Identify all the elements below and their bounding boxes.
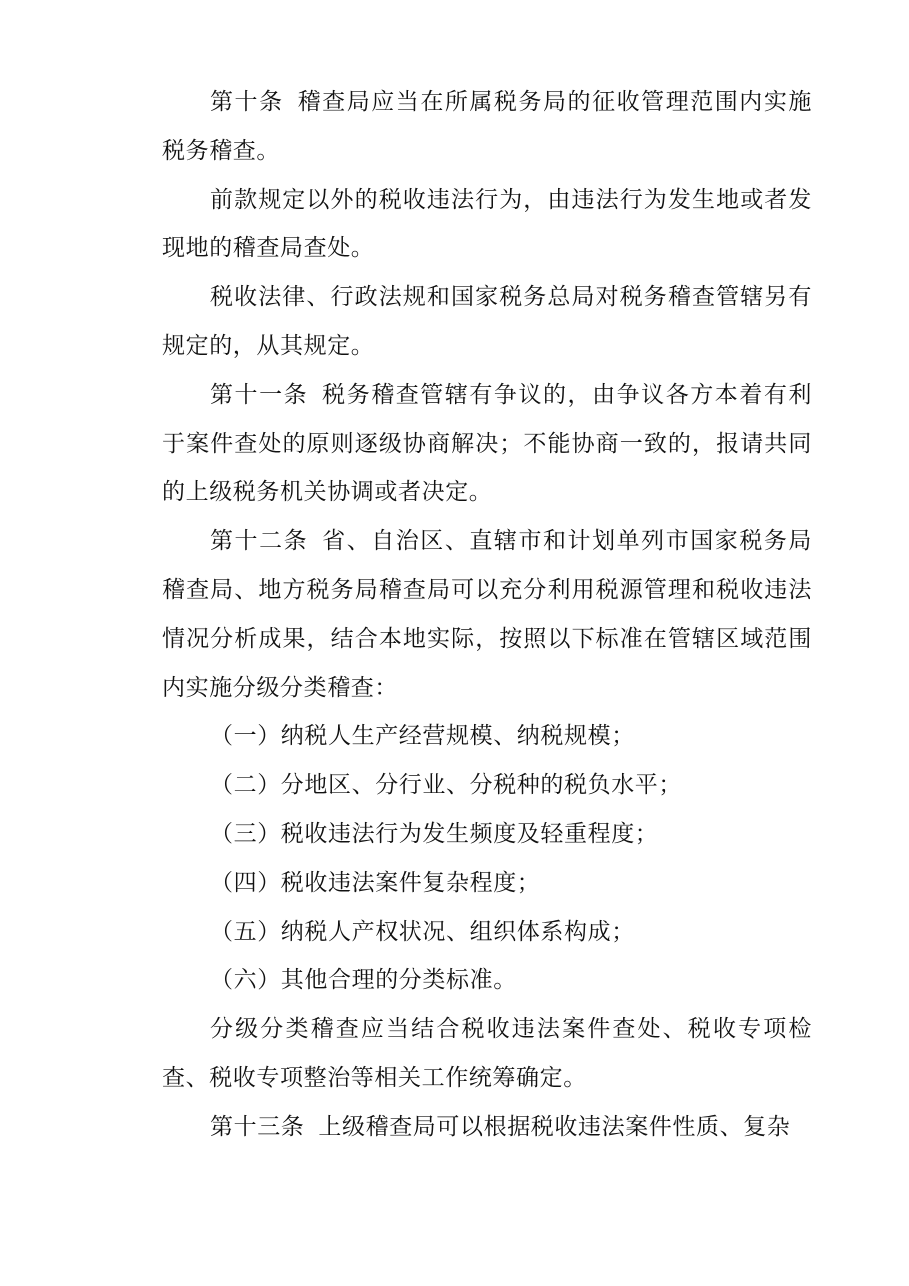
paragraph-text: 分级分类稽查应当结合税收违法案件查处、税收专项检查、税收专项整治等相关工作统筹确定。 xyxy=(162,1016,812,1091)
document-page xyxy=(162,78,812,1152)
article-label: 第十条 xyxy=(210,89,284,115)
article-text: 稽查局应当在所属税务局的征收管理范围内实施税务稽查。 xyxy=(162,89,812,164)
article-label: 第十三条 xyxy=(210,1113,305,1140)
paragraph xyxy=(162,1005,812,1103)
paragraph xyxy=(162,176,812,274)
paragraph-text: 前款规定以外的税收违法行为，由违法行为发生地或者发现地的稽查局查处。 xyxy=(162,186,812,262)
article-13 xyxy=(162,1103,812,1152)
article-11 xyxy=(162,371,812,517)
article-10 xyxy=(162,78,812,176)
list-item: （一）纳税人生产经营规模、纳税规模； xyxy=(210,723,635,750)
list-item: （四）税收违法案件复杂程度； xyxy=(210,869,541,896)
list-item: （三）税收违法行为发生频度及轻重程度； xyxy=(210,820,659,847)
article-text: 省、自治区、直辖市和计划单列市国家税务局稽查局、地方税务局稽查局可以充分利用税源管理和税收违法情况分析成果，结合本地实际，按照以下标准在管辖区域范围内实施分级分类稽查： xyxy=(162,528,812,701)
article-text: 税务稽查管辖有争议的，由争议各方本着有利于案件查处的原则逐级协商解决；不能协商一致的，报请共同的上级税务机关协调或者决定。 xyxy=(162,381,812,506)
article-text: 上级稽查局可以根据税收违法案件性质、复杂 xyxy=(318,1113,791,1140)
article-label: 第十二条 xyxy=(210,528,309,555)
list-item: （六）其他合理的分类标准。 xyxy=(210,967,517,994)
article-label: 第十一条 xyxy=(210,381,309,408)
paragraph xyxy=(162,273,812,371)
list-item: （二）分地区、分行业、分税种的税负水平； xyxy=(210,772,682,799)
paragraph-text: 税收法律、行政法规和国家税务总局对税务稽查管辖另有规定的，从其规定。 xyxy=(162,284,812,359)
article-12 xyxy=(162,517,812,712)
list-item: （五）纳税人产权状况、组织体系构成； xyxy=(210,918,635,945)
